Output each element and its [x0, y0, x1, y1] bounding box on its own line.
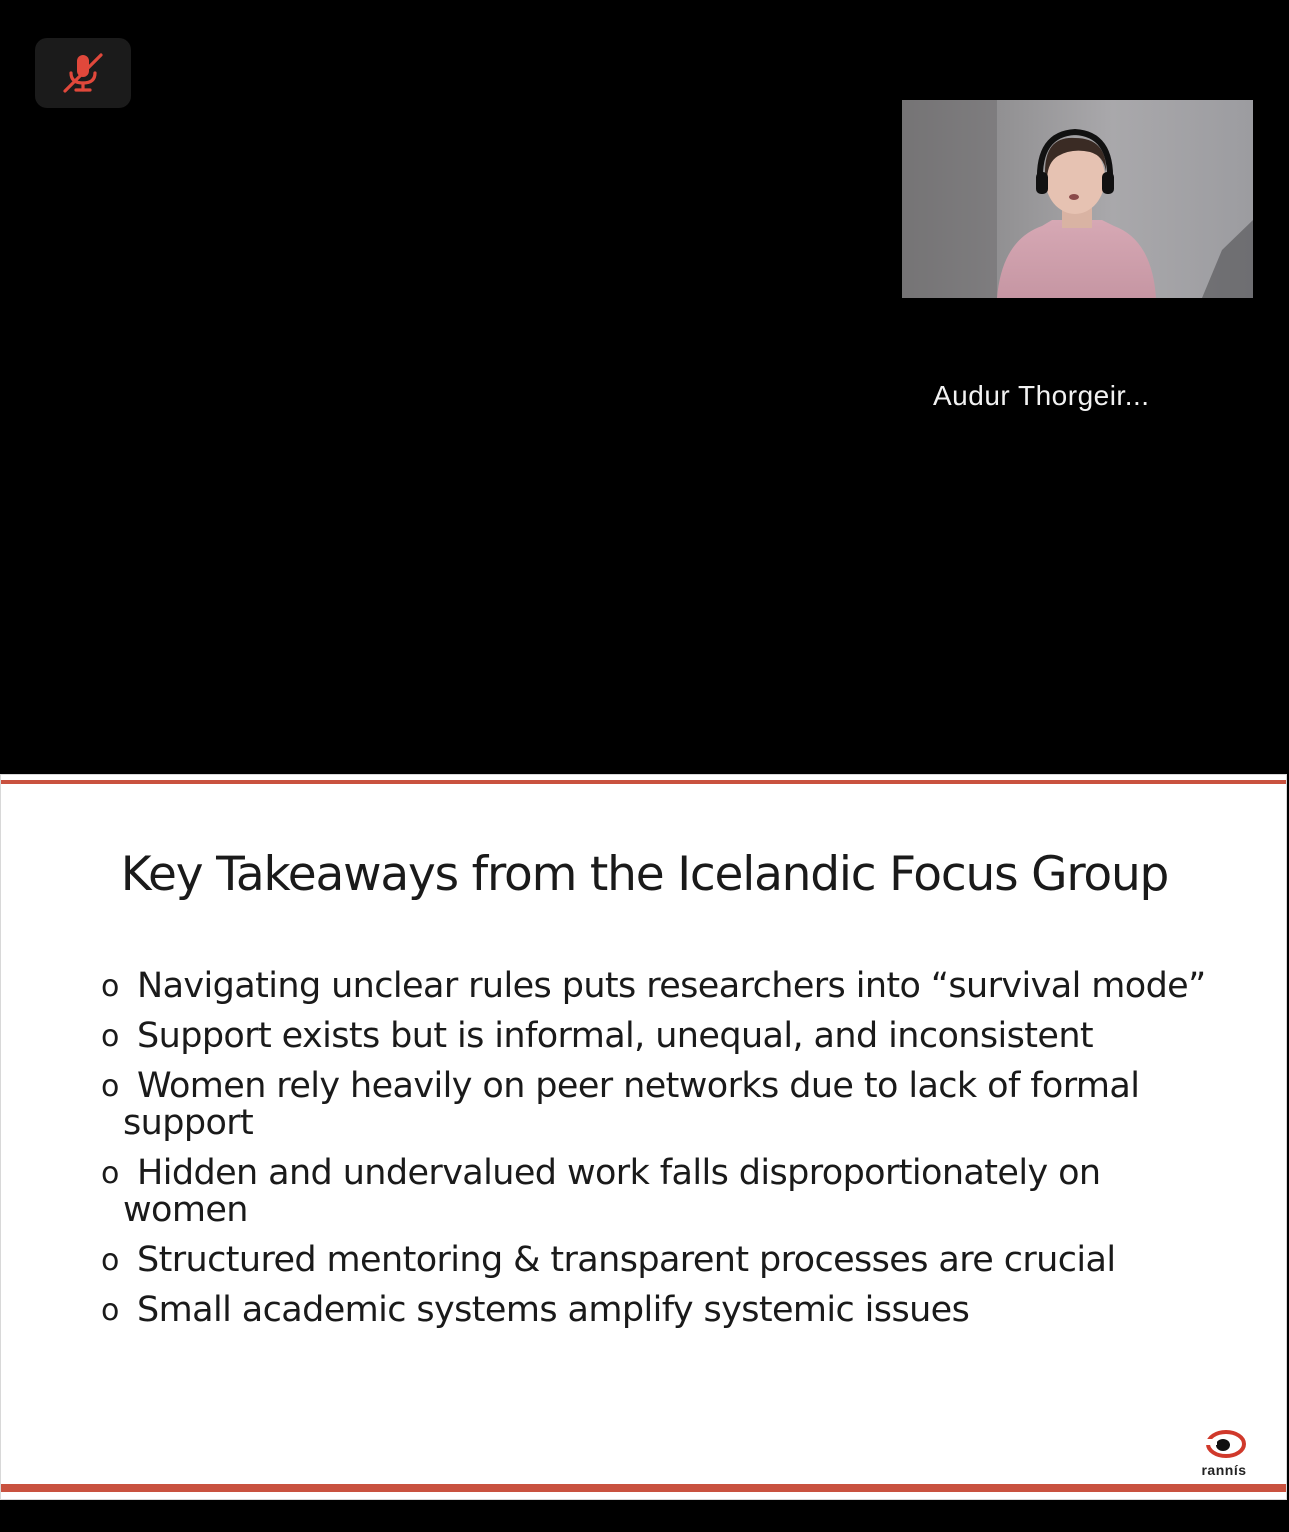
slide-bullet-text: Structured mentoring & transparent processes are crucial: [137, 1240, 1116, 1280]
slide-top-rule: [1, 780, 1286, 784]
bullet-marker: o: [101, 1293, 119, 1328]
slide-title: Key Takeaways from the Icelandic Focus Group: [120, 847, 1169, 902]
slide-bullet: [101, 968, 1211, 1005]
shared-slide: [0, 774, 1287, 1500]
slide-bullet: [101, 1068, 1211, 1142]
slide-bullet: [101, 1155, 1211, 1229]
participant-video[interactable]: [902, 100, 1253, 298]
slide-bullet: [101, 1242, 1211, 1279]
bullet-marker: o: [101, 1243, 119, 1278]
slide-bullet-text: Hidden and undervalued work falls disproportionately on women: [123, 1153, 1101, 1230]
slide-bullet-list: [101, 968, 1211, 1342]
rannis-logo-icon: [1199, 1429, 1249, 1459]
bullet-marker: o: [101, 1069, 119, 1104]
bullet-marker: o: [101, 1019, 119, 1054]
logo-text: rannís: [1201, 1462, 1247, 1478]
slide-bullet-text: Navigating unclear rules puts researchers into “survival mode”: [137, 966, 1206, 1006]
slide-bullet-text: Support exists but is informal, unequal, and inconsistent: [137, 1016, 1094, 1056]
bullet-marker: o: [101, 969, 119, 1004]
bullet-marker: o: [101, 1156, 119, 1191]
mute-button[interactable]: [35, 38, 131, 108]
slide-bullet: [101, 1292, 1211, 1329]
rannis-logo: [1191, 1429, 1257, 1479]
slide-bottom-rule: [1, 1484, 1286, 1492]
slide-bullet: [101, 1018, 1211, 1055]
slide-bullet-text: Women rely heavily on peer networks due to lack of formal support: [123, 1066, 1140, 1143]
microphone-muted-icon: [57, 49, 109, 97]
participant-name-label: Audur Thorgeir...: [933, 380, 1150, 411]
slide-bullet-text: Small academic systems amplify systemic issues: [137, 1290, 970, 1330]
participant-video-frame: [902, 100, 1253, 298]
